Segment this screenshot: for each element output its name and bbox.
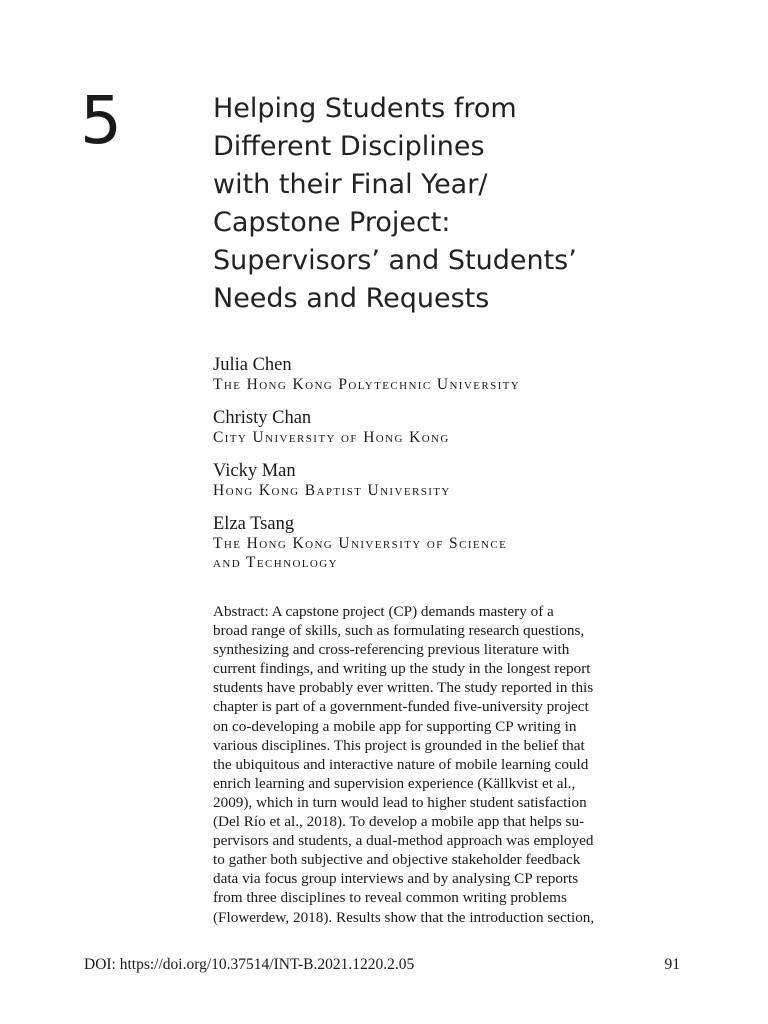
abstract-line: to gather both subjective and objective stakeholder feedback [213,851,581,869]
abstract-line: synthesizing and cross-referencing previous literature with [213,641,570,659]
abstract-line: students have probably ever written. The study reported in this [213,679,594,697]
abstract-line: the ubiquitous and interactive nature of mobile learning could [213,755,589,773]
chapter-title-line: with their Final Year/ [213,169,488,200]
author-affiliation: and Technology [213,554,338,571]
author-block [213,355,673,394]
chapter-title-line: Helping Students from [213,93,517,124]
abstract-line: chapter is part of a government-funded five-university project [213,698,589,716]
chapter-title-line: Supervisors’ and Students’ [213,245,577,276]
abstract-line: various disciplines. This project is grounded in the belief that [213,736,585,754]
author-affiliation: City University of Hong Kong [213,429,450,446]
author-block [213,408,673,447]
author-name: Elza Tsang [213,514,295,534]
abstract-line: Abstract: A capstone project (CP) demands mastery of a [213,603,554,620]
abstract-line: pervisors and students, a dual-method approach was employed [213,832,594,850]
abstract-line: broad range of skills, such as formulating research questions, [213,622,585,640]
abstract-line: data via focus group interviews and by analysing CP reports [213,870,579,888]
abstract [213,602,663,927]
page-number: 91 [664,956,680,973]
abstract-line: from three disciplines to reveal common writing problems [213,889,567,907]
author-list [213,355,673,586]
author-block [213,461,673,500]
abstract-line: (Flowerdew, 2018). Results show that the introduction section, [213,908,595,926]
chapter-title-line: Different Disciplines [213,131,485,162]
abstract-line: (Del Río et al., 2018). To develop a mobile app that helps su- [213,813,585,831]
author-name: Vicky Man [213,461,296,481]
author-name: Julia Chen [213,355,292,375]
abstract-line: current findings, and writing up the study in the longest report [213,660,591,678]
chapter-title-line: Needs and Requests [213,283,490,314]
author-name: Christy Chan [213,408,312,428]
abstract-line: on co-developing a mobile app for supporting CP writing in [213,717,577,735]
doi-link[interactable]: DOI: https://doi.org/10.37514/INT-B.2021.1220.2.05 [84,956,415,973]
author-affiliation: Hong Kong Baptist University [213,482,451,499]
author-block [213,514,673,572]
author-affiliation: The Hong Kong University of Science [213,535,508,552]
author-affiliation: The Hong Kong Polytechnic University [213,376,521,393]
abstract-line: enrich learning and supervision experience (Källkvist et al., [213,774,576,792]
chapter-title-line: Capstone Project: [213,207,451,238]
chapter-number: 5 [80,82,122,159]
abstract-line: 2009), which in turn would lead to higher student satisfaction [213,793,587,811]
chapter-title [213,90,683,318]
